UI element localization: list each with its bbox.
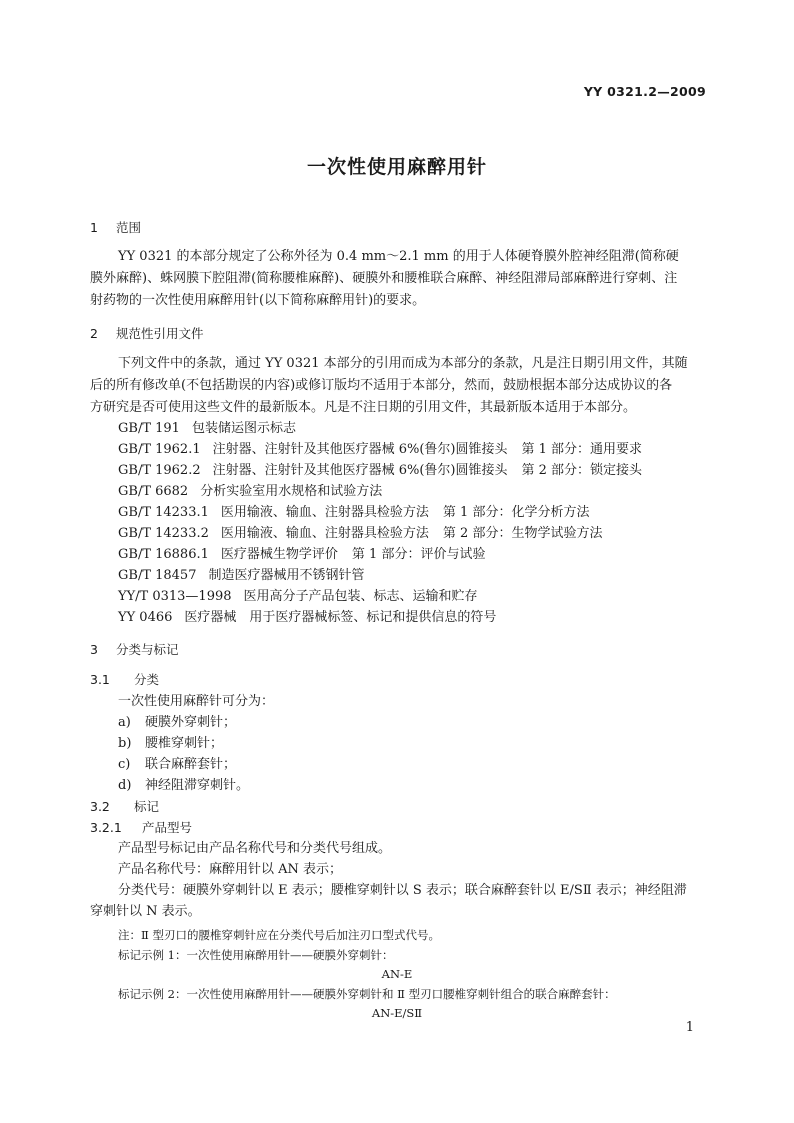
section-3-1-heading: 3.1 分类 [90, 672, 159, 687]
model-para-2: 产品名称代号：麻醉用针以 AN 表示； [118, 862, 343, 877]
reference-item: GB/T 191 包装储运图示标志 [118, 421, 296, 436]
example-1-code: AN-E [381, 967, 413, 981]
reference-item: GB/T 6682 分析实验室用水规格和试验方法 [118, 484, 383, 499]
reference-item: GB/T 18457 制造医疗器械用不锈钢针管 [118, 568, 365, 583]
model-para-3-line-1: 分类代号：硬膜外穿刺针以 E 表示；腰椎穿刺针以 S 表示；联合麻醉套针以 E/SⅡ 表示；神经阻滞 [118, 883, 687, 898]
section-2-heading: 2 规范性引用文件 [90, 326, 204, 341]
list-item: d) 神经阻滞穿刺针。 [118, 778, 250, 793]
example-1-label: 标记示例 1：一次性使用麻醉用针——硬膜外穿刺针： [118, 948, 394, 962]
section-1-para-line-2: 膜外麻醉)、蛛网膜下腔阻滞(简称腰椎麻醉)、硬膜外和腰椎联合麻醉、神经阻滞局部麻醉进行穿刺、注 [90, 271, 678, 286]
note: 注：Ⅱ 型刃口的腰椎穿刺针应在分类代号后加注刃口型式代号。 [118, 928, 440, 942]
section-1-para-line-3: 射药物的一次性使用麻醉用针(以下简称麻醉用针)的要求。 [90, 293, 426, 308]
section-2-para-line-3: 方研究是否可使用这些文件的最新版本。凡是不注日期的引用文件，其最新版本适用于本部分。 [90, 400, 637, 415]
reference-item: YY/T 0313—1998 医用高分子产品包装、标志、运输和贮存 [118, 589, 478, 604]
model-para-1: 产品型号标记由产品名称代号和分类代号组成。 [118, 841, 392, 856]
example-2-label: 标记示例 2：一次性使用麻醉用针——硬膜外穿刺针和 Ⅱ 型刃口腰椎穿刺针组合的联合麻醉套针： [118, 987, 616, 1001]
section-1-para-line-1: YY 0321 的本部分规定了公称外径为 0.4 mm～2.1 mm 的用于人体硬脊膜外腔神经阻滞(简称硬 [118, 249, 679, 264]
section-3-heading: 3 分类与标记 [90, 642, 179, 657]
list-item: c) 联合麻醉套针； [118, 757, 237, 772]
reference-item: GB/T 14233.2 医用输液、输血、注射器具检验方法 第 2 部分：生物学试验方法 [118, 526, 603, 541]
reference-item: GB/T 1962.1 注射器、注射针及其他医疗器械 6%(鲁尔)圆锥接头 第 1 部分：通用要求 [118, 442, 643, 457]
section-3-2-heading: 3.2 标记 [90, 799, 159, 814]
reference-item: GB/T 1962.2 注射器、注射针及其他医疗器械 6%(鲁尔)圆锥接头 第 2 部分：锁定接头 [118, 463, 643, 478]
page-number: 1 [685, 1020, 694, 1035]
example-2-code: AN-E/SⅡ [371, 1006, 423, 1020]
reference-item: GB/T 14233.1 医用输液、输血、注射器具检验方法 第 1 部分：化学分析方法 [118, 505, 590, 520]
section-2-para-line-1: 下列文件中的条款，通过 YY 0321 本部分的引用而成为本部分的条款，凡是注日期引用文件，其随 [118, 356, 688, 371]
classification-intro: 一次性使用麻醉针可分为： [118, 694, 275, 709]
reference-item: YY 0466 医疗器械 用于医疗器械标签、标记和提供信息的符号 [118, 610, 497, 625]
model-para-3-line-2: 穿刺针以 N 表示。 [90, 904, 201, 919]
section-3-2-1-heading: 3.2.1 产品型号 [90, 820, 192, 835]
list-item: a) 硬膜外穿刺针； [118, 715, 237, 730]
reference-item: GB/T 16886.1 医疗器械生物学评价 第 1 部分：评价与试验 [118, 547, 486, 562]
standard-number: YY 0321.2—2009 [583, 84, 706, 99]
section-2-para-line-2: 后的所有修改单(不包括勘误的内容)或修订版均不适用于本部分，然而，鼓励根据本部分达成协议的各 [90, 378, 673, 393]
page-title: 一次性使用麻醉用针 [306, 156, 487, 178]
list-item: b) 腰椎穿刺针； [118, 736, 224, 751]
section-1-heading: 1 范围 [90, 220, 141, 235]
